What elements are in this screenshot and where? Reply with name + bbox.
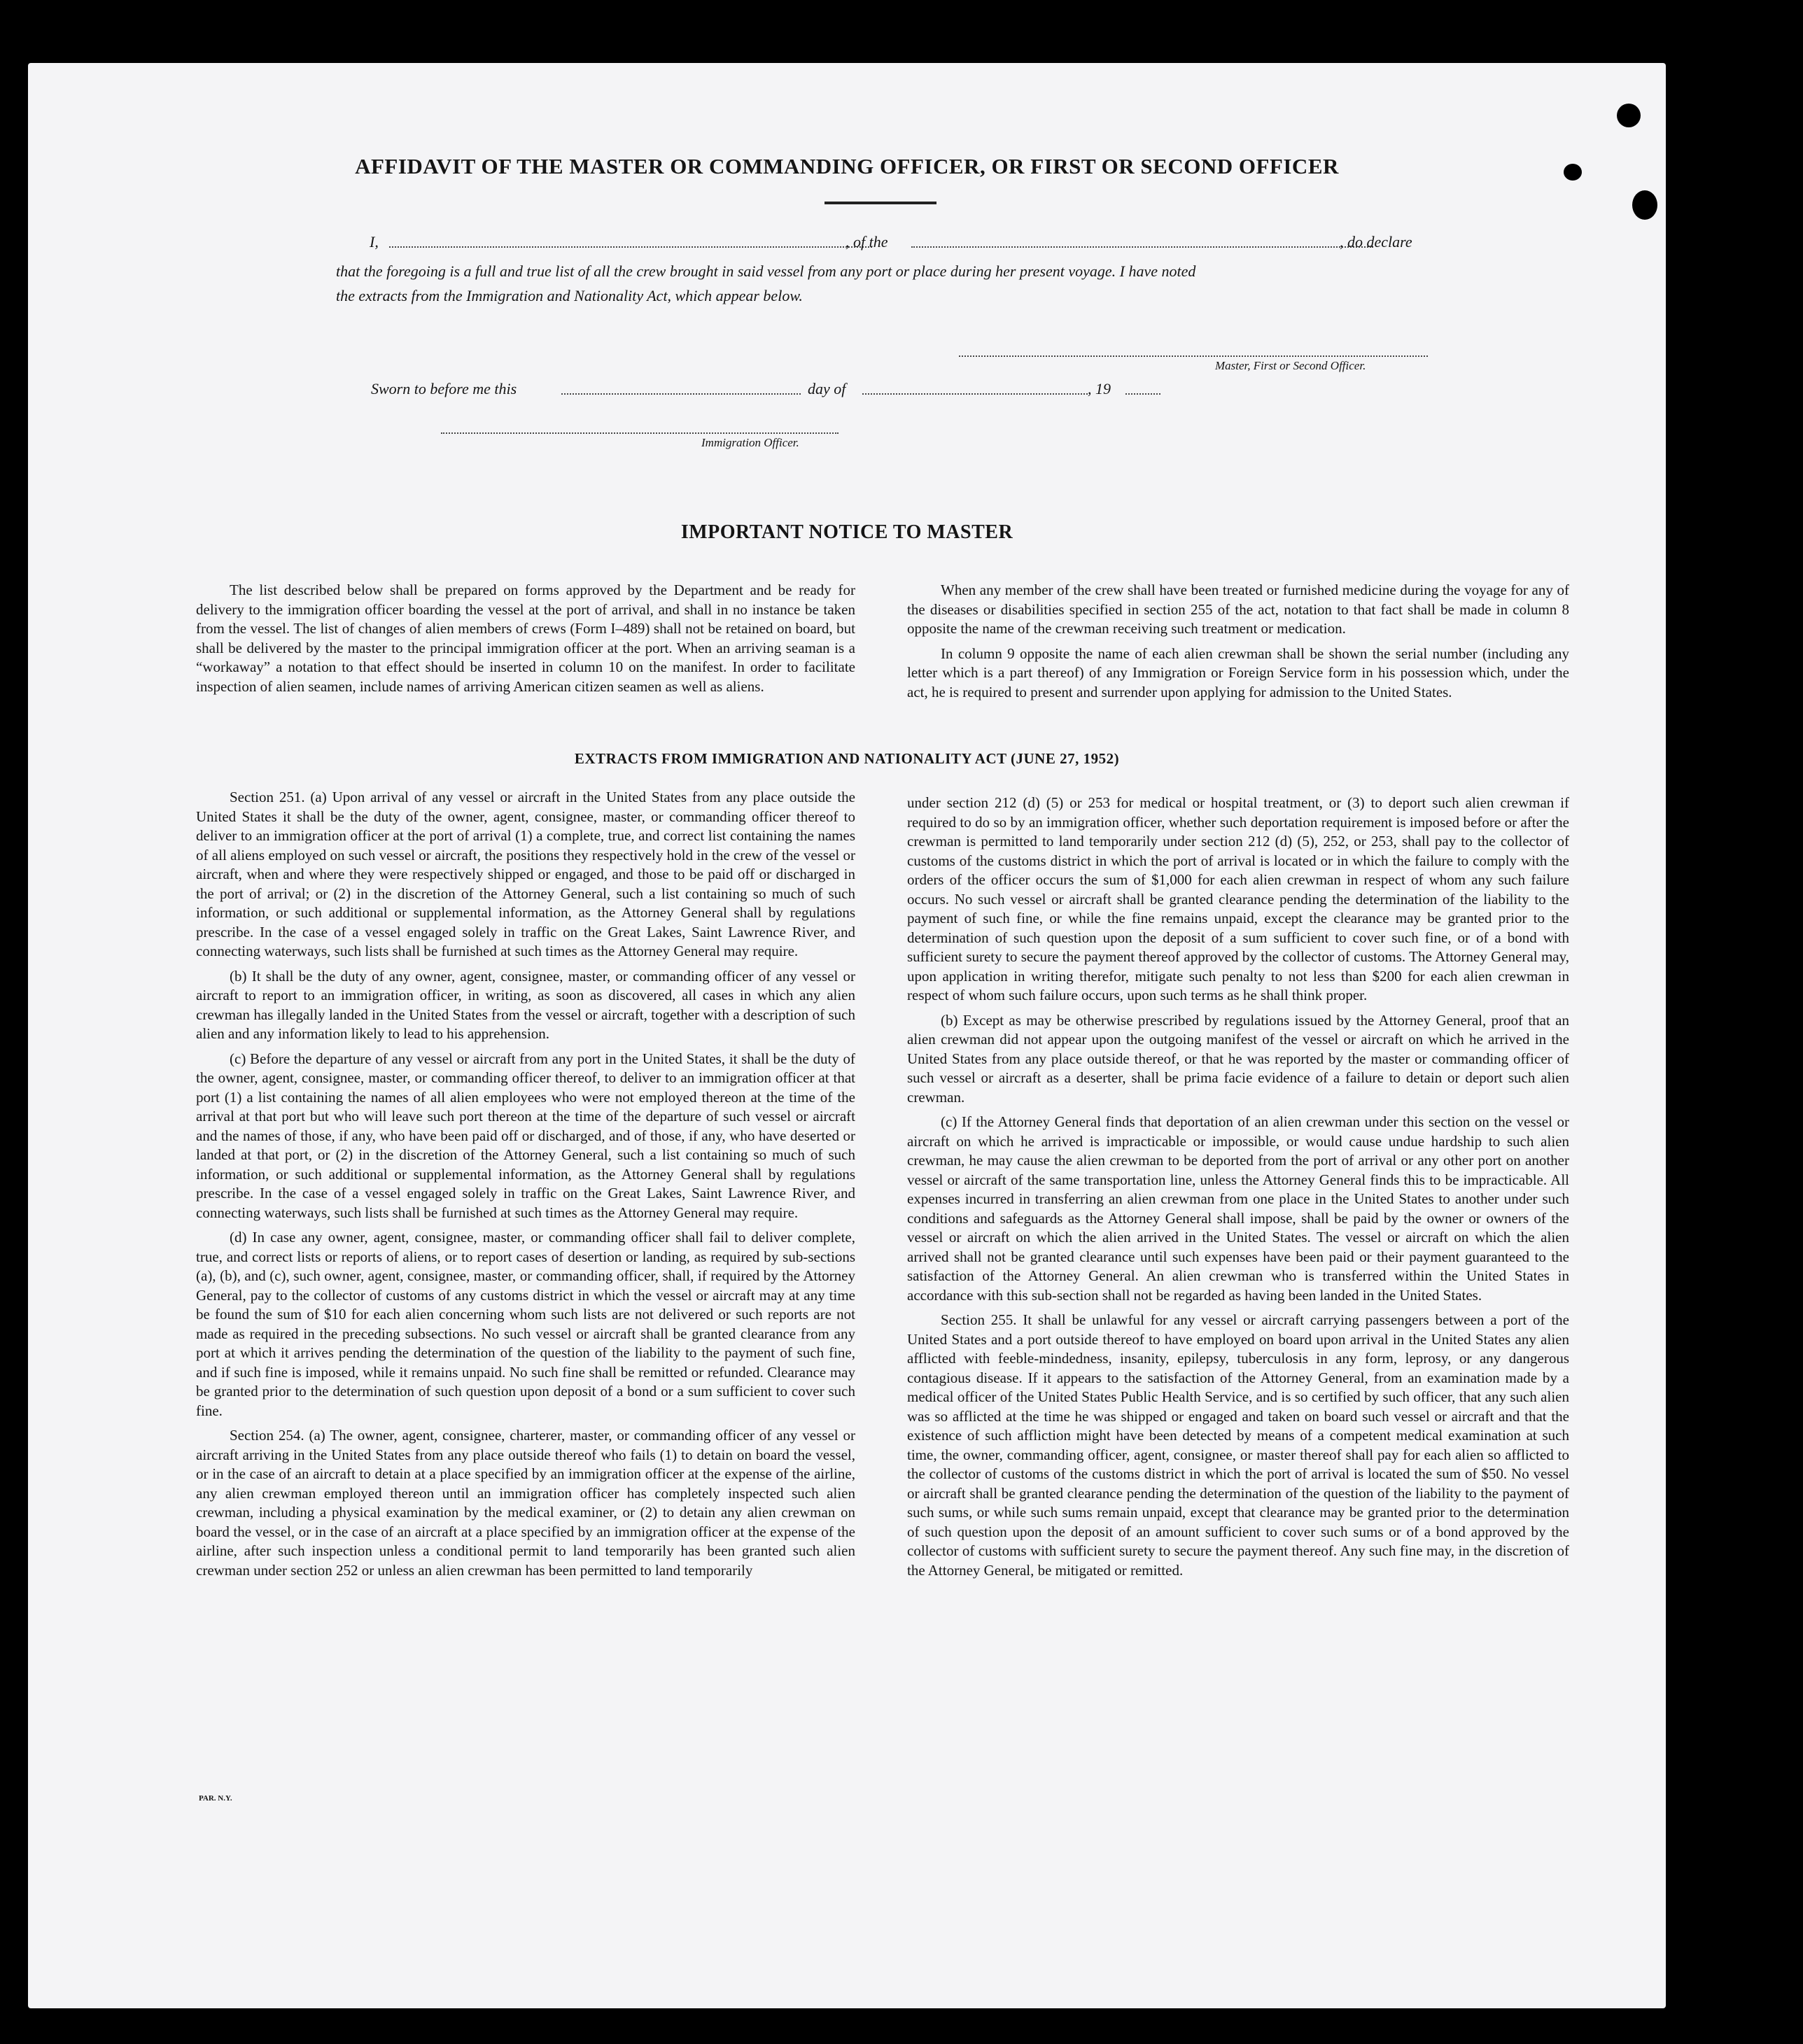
year-label: , 19: [1088, 380, 1111, 397]
section-254-a: Section 254. (a) The owner, agent, consignee, charterer, master, or commanding officer of any vessel or aircraft arriving in the United States from any place outside thereof who fails (1) to detain on board the vessel, or in the case of an aircraft to detain at a place specified by an immigration officer at the expense of the airline, any alien crewman employed thereon until an immigration officer has completely inspected such alien crewman, including a physical examination by the medical examiner, or (2) to detain any alien crewman on board the vessel, or in the case of an aircraft at a place specified by an immigration officer at the expense of the airline, after such inspection unless a conditional permit to land temporarily has been granted such alien crewman under section 252 or unless an alien crewman has been permitted to land temporarily: [196, 1427, 855, 1579]
sworn-year-blank[interactable]: [1125, 393, 1160, 395]
day-of-label: day of: [808, 380, 846, 397]
notice-right-column: [907, 581, 1569, 707]
notice-right-paragraph-2: In column 9 opposite the name of each alien crewman shall be shown the serial number (including any letter which is a part thereof) of any Immigration or Foreign Service form in his possession which, under the act, he is required to present and surrender upon applying for admission to the United States.: [907, 644, 1569, 700]
section-254-b: (b) Except as may be otherwise prescribed by regulations issued by the Attorney General, proof that an alien crewman did not appear upon the outgoing manifest of the vessel or aircraft on which he arrived in the United States from any place outside thereof, or that he was reported by the master or commanding officer of such vessel or aircraft as a deserter, shall be prima facie evidence of a failure to detain or deport such alien crewman.: [907, 1011, 1569, 1106]
section-254-a-continued: under section 212 (d) (5) or 253 for medical or hospital treatment, or (3) to deport such alien crewman if required to do so by an immigration officer, whether such deportation requirement is imposed before or after the crewman is permitted to land temporarily under section 212 (d) (5), 252, or 253, shall pay to the collector of customs of the customs district in which the port of arrival is located or in which the failure to comply with the orders of the officer occurs the sum of $1,000 for each alien crewman in respect of whom any such failure occurs. No such vessel or aircraft shall be granted clearance pending the determination of the liability to the payment of such fine, or while the fine remains unpaid, except the clearance may be granted prior to the determination of such question upon the deposit of a sum sufficient to cover such fine, or of a bond with sufficient surety to secure the payment thereof approved by the collector of customs. The Attorney General may, upon application in writing therefor, mitigate such penalty to not less than $200 for each alien crewman in respect of whom such failure occurs, upon such terms as he shall think proper.: [907, 794, 1569, 1003]
title-rule: [825, 202, 936, 204]
affidavit-title: AFFIDAVIT OF THE MASTER OR COMMANDING OFFICER, OR FIRST OR SECOND OFFICER: [355, 154, 1339, 178]
binder-hole: [1667, 313, 1697, 343]
ink-speck: [1564, 164, 1582, 181]
notice-left-column: [196, 581, 855, 702]
extracts-right-column: [907, 794, 1569, 1586]
binder-hole: [1670, 725, 1699, 754]
section-251-c: (c) Before the departure of any vessel or aircraft from any port in the United States, it shall be the duty of the owner, agent, consignee, master, or commanding officer thereof, to deliver to an immigration officer at that port (1) a list containing the names of all alien employees who were not employed thereon at the time of the arrival at that port but who will leave such port thereon at the time of the departure of such vessel or aircraft and the names of those, if any, who have been paid off or discharged, and of those, if any, who have deserted or landed at that port, or (2) in the discretion of the Attorney General, such a list containing so much of such information, or such additional or supplemental information, as the Attorney General shall by regulations prescribe. In the case of a vessel engaged solely in traffic on the Great Lakes, Saint Lawrence River, and connecting waterways, such lists shall be furnished at such times as the Attorney General may require.: [196, 1050, 855, 1221]
torn-corner-mark: [1632, 190, 1657, 220]
i-label: I,: [370, 233, 379, 251]
name-blank[interactable]: [389, 246, 872, 248]
document-page: [28, 63, 1666, 2008]
do-declare-label: , do declare: [1340, 233, 1412, 251]
notice-title: IMPORTANT NOTICE TO MASTER: [680, 521, 1013, 543]
section-254-c: (c) If the Attorney General finds that deportation of an alien crewman under this section on the vessel or aircraft on which he arrived is impracticable or impossible, or would cause undue hardship to such alien crewman, he may cause the alien crewman to be deported from the port of arrival or any other port on another vessel or aircraft of the same transportation line, unless the Attorney General finds this to be impracticable. All expenses incurred in transferring an alien crewman from one place in the United States to another under such conditions and safeguards as the Attorney General shall impose, shall be paid by the owner or owners of the vessel or aircraft on which the alien arrived in the United States. The vessel or aircraft on which the alien arrived shall not be granted clearance until such expenses have been paid or their payment guaranteed to the satisfaction of the Attorney General. An alien crewman who is transferred within the United States in accordance with this sub-section shall not be regarded as having been landed in the United States.: [907, 1113, 1569, 1304]
sworn-month-blank[interactable]: [862, 393, 1088, 395]
binder-hole: [1670, 1402, 1699, 1432]
sworn-day-blank[interactable]: [561, 393, 801, 395]
statement-line-2: the extracts from the Immigration and Nationality Act, which appear below.: [336, 287, 803, 304]
extracts-left-column: [196, 788, 855, 1586]
master-signature-blank[interactable]: [959, 355, 1428, 357]
torn-corner-mark: [1617, 104, 1641, 127]
notice-left-paragraph: The list described below shall be prepared on forms approved by the Department and be ready for delivery to the immigration officer boarding the vessel at the port of arrival, and shall in no instance be taken from the vessel. The list of changes of alien members of crews (Form I–489) shall not be retained on board, but shall be delivered by the master to the principal immigration officer at the port. When an arriving seaman is a “workaway” a notation to that effect should be inserted in column 10 on the manifest. In order to facilitate inspection of alien seamen, include names of arriving American citizen seamen as well as aliens.: [196, 582, 855, 695]
section-251-d: (d) In case any owner, agent, consignee, master, or commanding officer shall fail to deliver complete, true, and correct lists or reports of aliens, or to report cases of desertion or landing, as required by sub-sections (a), (b), and (c), such owner, agent, consignee, master, or commanding officer, shall, if required by the Attorney General, pay to the collector of customs of any customs district in which the vessel or aircraft may at any time be found the sum of $10 for each alien concerning whom such lists are not delivered or such reports are not made as required in the preceding subsections. No such vessel or aircraft shall be granted clearance from any port at which it arrives pending the determination of the question of the liability to the payment of such fine, and if such fine is imposed, while it remains unpaid. No such fine shall be remitted or refunded. Clearance may be granted prior to the determination of such question upon deposit of a bond or a sum sufficient to cover such fine.: [196, 1229, 855, 1419]
notice-right-paragraph-1: When any member of the crew shall have been treated or furnished medicine during the voyage for any of the diseases or disabilities specified in section 255 of the act, notation to that fact shall be made in column 8 opposite the name of the crewman receiving such treatment or medication.: [907, 582, 1569, 637]
sworn-label: Sworn to before me this: [371, 380, 517, 397]
binder-hole: [1670, 1705, 1699, 1734]
section-251-a: Section 251. (a) Upon arrival of any vessel or aircraft in the United States from any place outside the United States it shall be the duty of the owner, agent, consignee, master, or commanding officer thereof to deliver to an immigration officer at the port of arrival (1) a complete, true, and correct list containing the names of all aliens employed on such vessel or aircraft, the positions they respectively hold in the crew of the vessel or aircraft, when and where they were respectively shipped or engaged, and those to be paid off or discharged in the port of arrival; or (2) in the discretion of the Attorney General, such a list containing so much of such information, or such additional or supplemental information, as the Attorney General shall by regulations prescribe. In the case of a vessel engaged solely in traffic on the Great Lakes, Saint Lawrence River, and connecting waterways, such lists shall be furnished at such times as the Attorney General may require.: [196, 789, 855, 959]
binder-hole: [1670, 1803, 1699, 1832]
master-caption: Master, First or Second Officer.: [1215, 359, 1366, 372]
section-251-b: (b) It shall be the duty of any owner, agent, consignee, master, or commanding officer of any vessel or aircraft to report to an immigration officer, in writing, as soon as discovered, all cases in which any alien crewman has illegally landed in the United States from the vessel or aircraft, together with a description of such alien and any information likely to lead to his apprehension.: [196, 967, 855, 1042]
printer-mark: PAR. N.Y.: [199, 1794, 232, 1803]
binder-hole: [1670, 621, 1699, 651]
section-255: Section 255. It shall be unlawful for any vessel or aircraft carrying passengers between a port of the United States and a port outside thereof to have employed on board upon arrival in the United States any alien afflicted with feeble-mindedness, insanity, epilepsy, tuberculosis in any form, leprosy, or any dangerous contagious disease. If it appears to the satisfaction of the Attorney General, from an examination made by a medical officer of the United States Public Health Service, and is so certified by such officer, that any such alien was so afflicted at the time he was shipped or engaged and taken on board such vessel or aircraft and that the existence of such affliction might have been detected by means of a competent medical examination at such time, the owner, commanding officer, agent, consignee, or master thereof shall pay for each alien so afflicted to the collector of customs of the customs district in which the port of arrival is located the sum of $50. No vessel or aircraft shall be granted clearance pending the determination of the question of the liability to the payment of such sums, or while such sums remain unpaid, except that clearance may be granted prior to the determination of such question upon the deposit of an amount sufficient to cover such sums or of a bond approved by the collector of customs with sufficient surety to secure the payment thereof. Any such fine may, in the discretion of the Attorney General, be mitigated or remitted.: [907, 1311, 1569, 1579]
vessel-blank[interactable]: [911, 246, 1373, 248]
officer-signature-blank[interactable]: [441, 432, 839, 434]
officer-caption: Immigration Officer.: [701, 436, 799, 449]
extracts-title: EXTRACTS FROM IMMIGRATION AND NATIONALITY ACT (JUNE 27, 1952): [574, 750, 1120, 767]
statement-line-1: that the foregoing is a full and true list of all the crew brought in said vessel from any port or place during her present voyage. I have noted: [336, 262, 1196, 280]
of-the-label: , of the: [846, 233, 888, 251]
binder-hole: [1670, 1296, 1699, 1325]
